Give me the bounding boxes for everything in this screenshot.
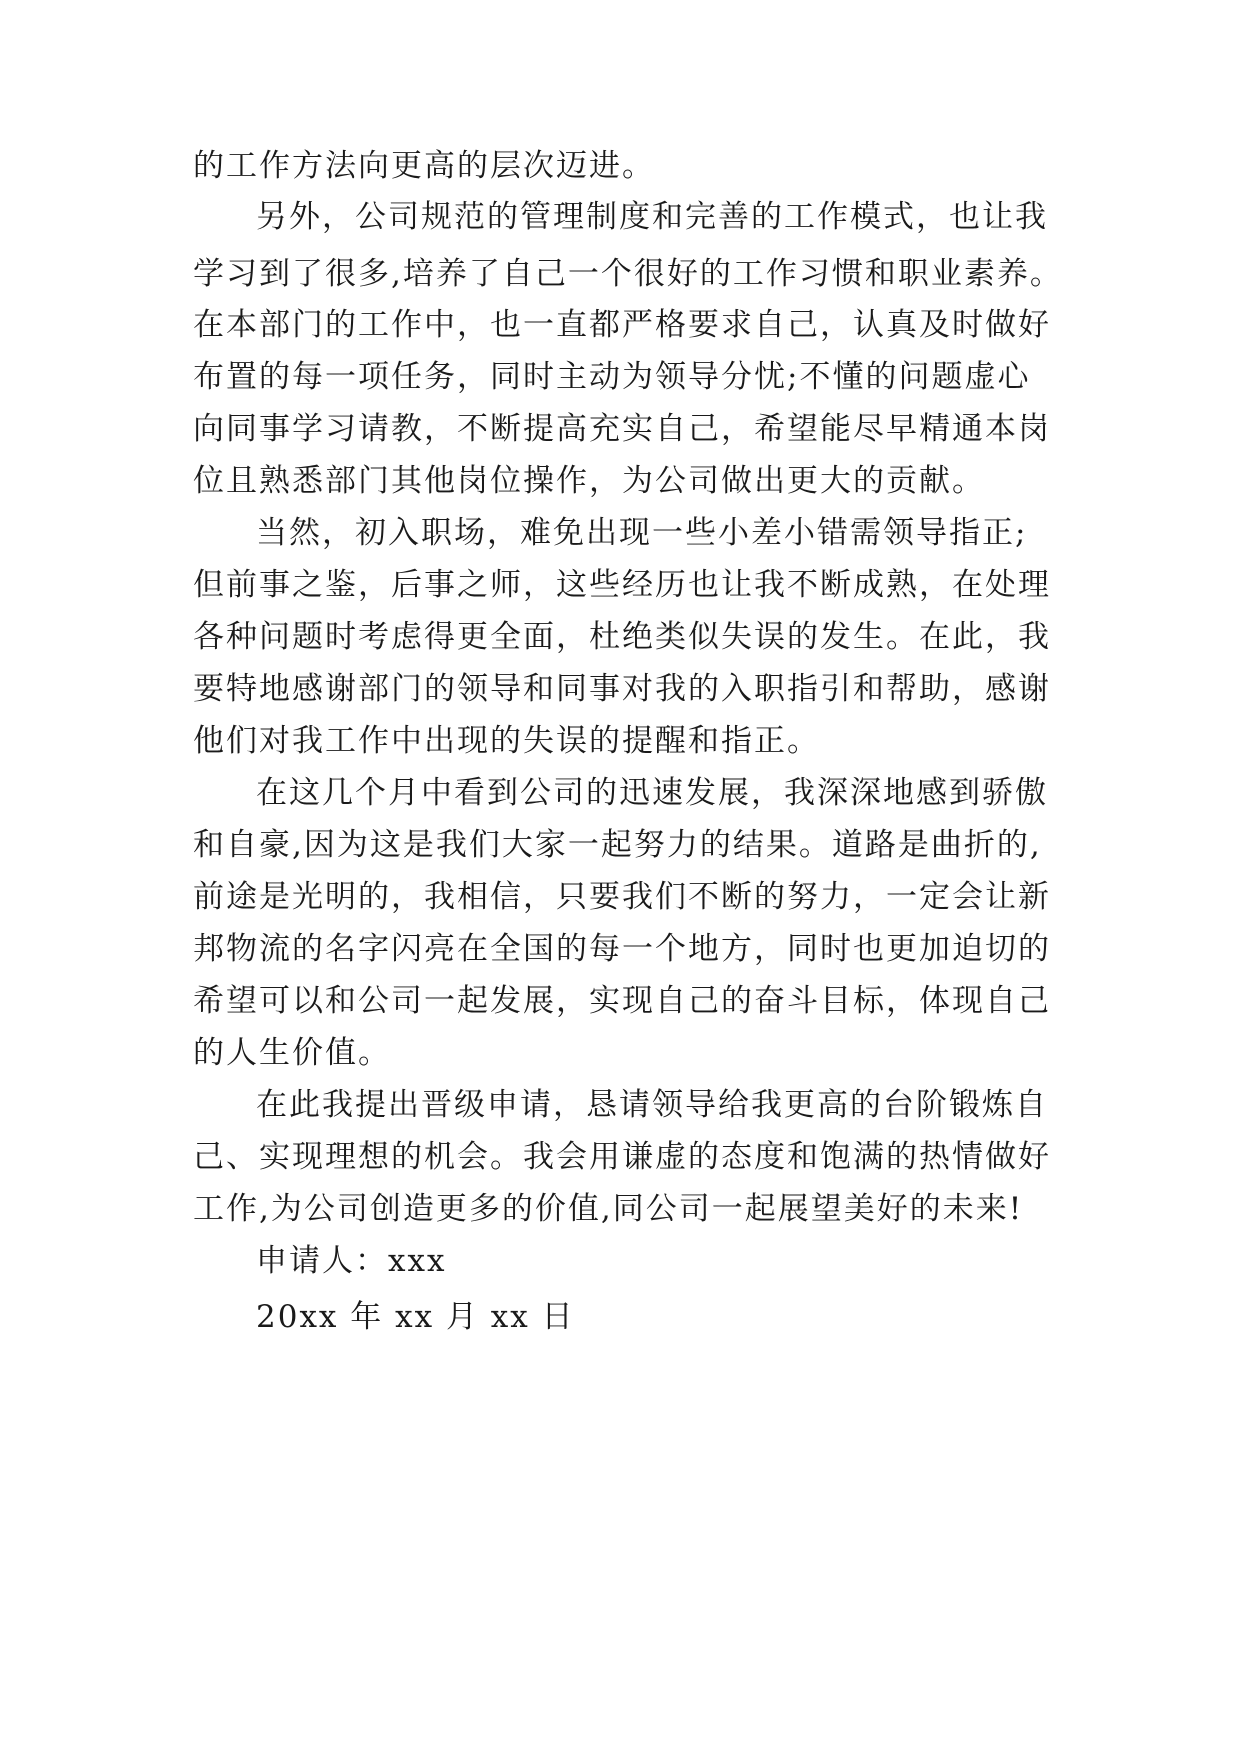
text-line: 但前事之鉴，后事之师，这些经历也让我不断成熟，在处理: [193, 567, 1051, 603]
text-line: 邦物流的名字闪亮在全国的每一个地方，同时也更加迫切的: [193, 931, 1051, 967]
text-line: 的工作方法向更高的层次迈进。: [193, 148, 655, 184]
text-line: 学习到了很多,培养了自己一个很好的工作习惯和职业素养。: [193, 256, 1063, 292]
text-line: 工作,为公司创造更多的价值,同公司一起展望美好的未来!: [193, 1191, 1024, 1227]
paragraph-start-line: 在此我提出晋级申请，恳请领导给我更高的台阶锻炼自: [256, 1087, 1048, 1123]
text-line: 向同事学习请教，不断提高充实自己，希望能尽早精通本岗: [193, 411, 1051, 447]
text-line: 要特地感谢部门的领导和同事对我的入职指引和帮助，感谢: [193, 671, 1051, 707]
text-line: 的人生价值。: [193, 1035, 391, 1071]
text-line: 布置的每一项任务，同时主动为领导分忧;不懂的问题虚心: [193, 359, 1031, 395]
text-line: 和自豪,因为这是我们大家一起努力的结果。道路是曲折的,: [193, 827, 1042, 863]
application-date: 20xx 年 xx 月 xx 日: [256, 1299, 575, 1335]
text-line: 各种问题时考虑得更全面，杜绝类似失误的发生。在此，我: [193, 619, 1051, 655]
text-line: 希望可以和公司一起发展，实现自己的奋斗目标，体现自己: [193, 983, 1051, 1019]
text-line: 他们对我工作中出现的失误的提醒和指正。: [193, 723, 820, 759]
paragraph-start-line: 另外，公司规范的管理制度和完善的工作模式，也让我: [256, 199, 1048, 235]
applicant-signature: 申请人：xxx: [256, 1243, 447, 1279]
text-line: 前途是光明的，我相信，只要我们不断的努力，一定会让新: [193, 879, 1051, 915]
text-line: 位且熟悉部门其他岗位操作，为公司做出更大的贡献。: [193, 463, 985, 499]
paragraph-start-line: 在这几个月中看到公司的迅速发展，我深深地感到骄傲: [256, 775, 1048, 811]
text-line: 在本部门的工作中，也一直都严格要求自己，认真及时做好: [193, 307, 1051, 343]
paragraph-start-line: 当然，初入职场，难免出现一些小差小错需领导指正;: [256, 515, 1028, 551]
text-line: 己、实现理想的机会。我会用谦虚的态度和饱满的热情做好: [193, 1139, 1051, 1175]
